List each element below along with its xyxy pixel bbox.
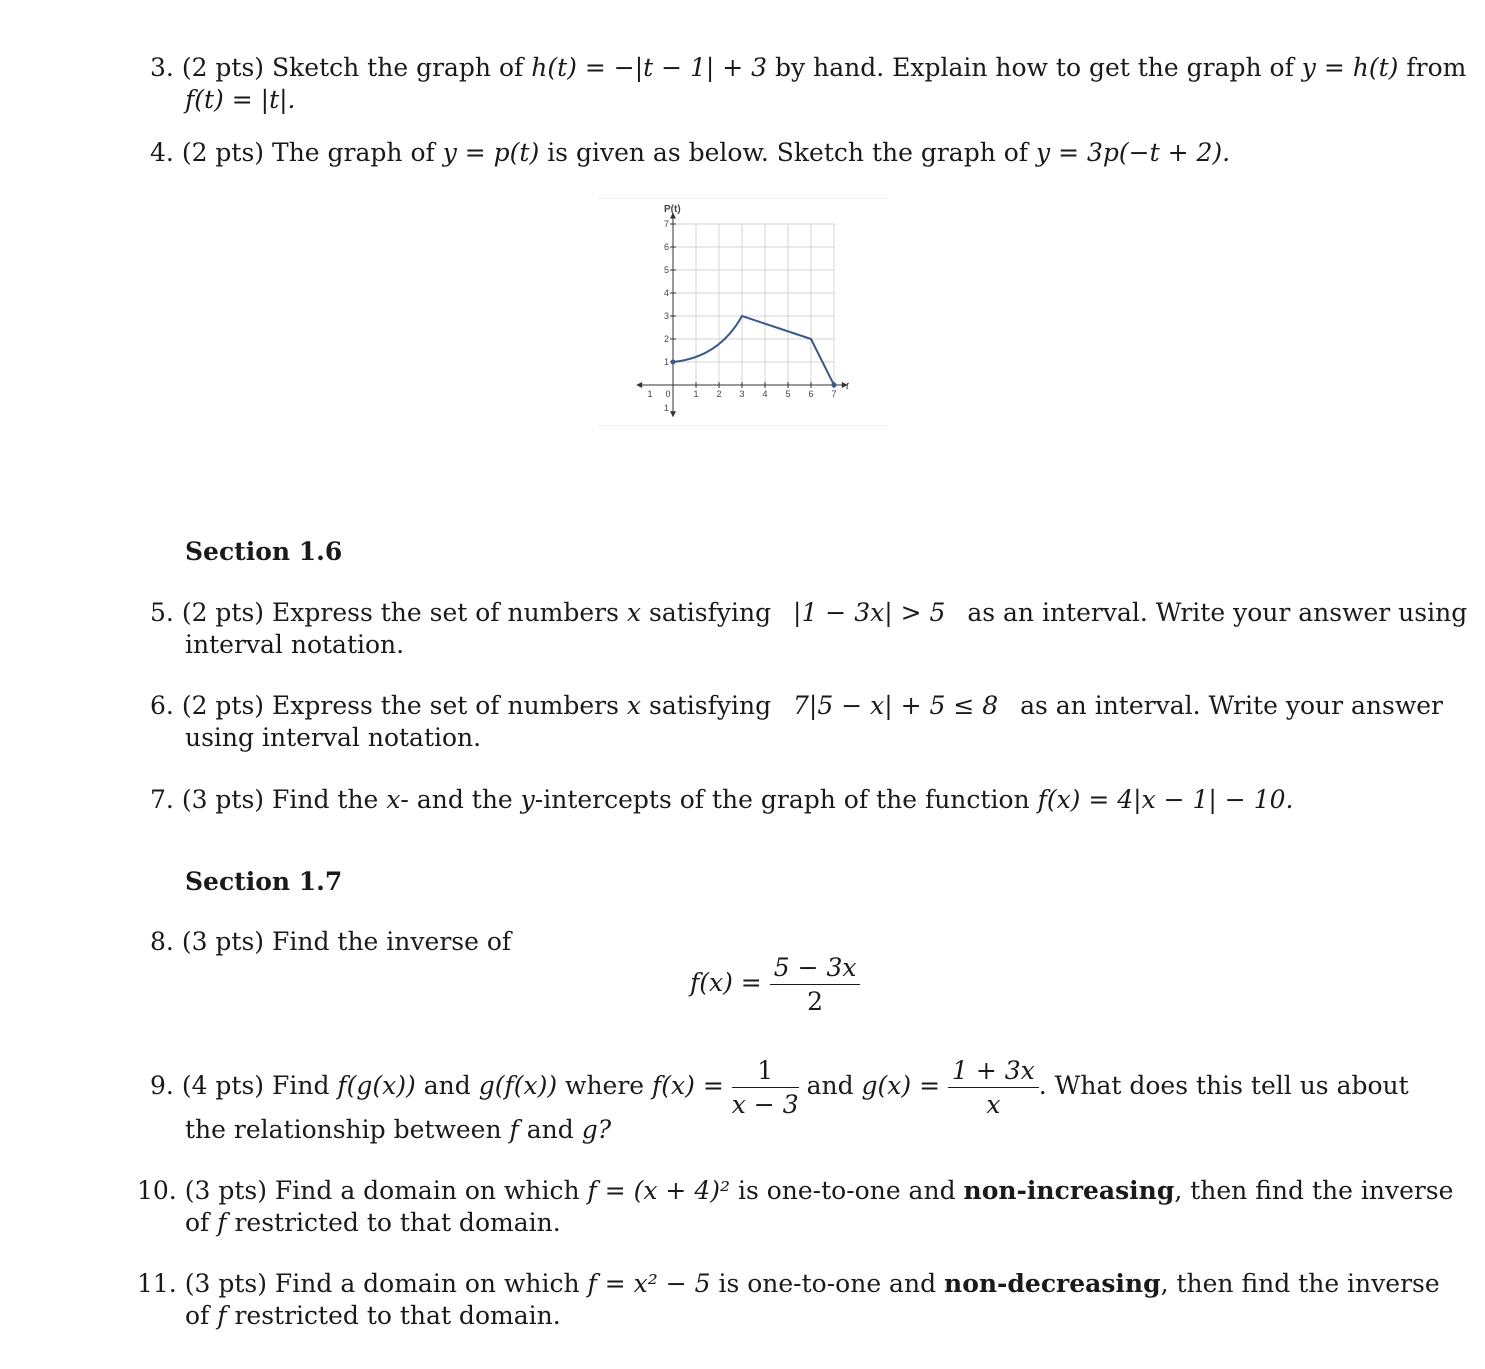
x-axis-label: t <box>846 381 849 392</box>
problem-9-line-2: the relationship between f and g? <box>185 1115 612 1144</box>
problem-number: 7. <box>150 785 174 814</box>
x-tick-label: 7 <box>831 389 837 399</box>
problem-points: (3 pts) <box>184 1269 267 1298</box>
problem-10-line-2: of f restricted to that domain. <box>185 1208 561 1237</box>
problem-11-line-1: 11. (3 pts) Find a domain on which f = x² − 5 is one-to-one and non-decreasing, then find the inverse <box>137 1269 1440 1298</box>
x-tick-label: 5 <box>785 389 791 399</box>
emphasis: non-decreasing <box>944 1269 1161 1298</box>
y-tick-label: 1 <box>663 357 669 367</box>
fraction-f: $\frac{1}{x - 3}$ <box>731 1056 799 1119</box>
fraction: $\frac{5 - 3x}{2}$ <box>770 955 861 1014</box>
math-function: f(x) = 4|x − 1| − 10. <box>1037 785 1294 814</box>
x-tick-label: 3 <box>739 389 745 399</box>
grid <box>673 224 834 385</box>
problem-points: (2 pts) <box>181 138 265 167</box>
math-transformed-function: y = 3p(−t + 2). <box>1036 138 1231 167</box>
x-tick-label: 2 <box>716 389 722 399</box>
graph-p-of-t <box>598 198 886 426</box>
y-tick-label: 4 <box>663 288 669 298</box>
problem-number: 3. <box>150 53 174 82</box>
y-tick-label: 7 <box>663 219 669 229</box>
problem-8-line-1: 8. (3 pts) Find the inverse of <box>150 927 512 956</box>
section-heading-1-7: Section 1.7 <box>185 867 343 896</box>
problem-points: (2 pts) <box>181 598 265 627</box>
problem-5-line-2: interval notation. <box>185 630 405 659</box>
y-axis-arrow-down <box>670 411 676 417</box>
data-line <box>673 316 834 385</box>
problem-number: 11. <box>137 1269 177 1298</box>
y-axis-label: P(t) <box>664 204 681 215</box>
math-function: f = x² − 5 <box>587 1269 711 1298</box>
problem-points: (3 pts) <box>184 1176 267 1205</box>
data-point-end <box>832 383 837 388</box>
y-tick-label: 2 <box>663 334 669 344</box>
y-tick-label: 6 <box>663 242 669 252</box>
math-function: f = (x + 4)² <box>587 1176 730 1205</box>
math-inequality: |1 − 3x| > 5 <box>793 598 946 627</box>
x-tick-label: 1 <box>647 389 653 399</box>
problem-number: 8. <box>150 927 174 956</box>
problem-3-line-2 <box>185 87 296 112</box>
problem-6-line-2: using interval notation. <box>185 723 482 752</box>
x-tick-label: 4 <box>762 389 768 399</box>
math-inequality: 7|5 − x| + 5 ≤ 8 <box>793 691 999 720</box>
y-tick-label: 3 <box>663 311 669 321</box>
problem-number: 9. <box>150 1071 174 1100</box>
problem-4-line-1: 4. (2 pts) The graph of y = p(t) is given as below. Sketch the graph of y = 3p(−t + 2). <box>150 138 1231 167</box>
problem-9-line-1: 9. (4 pts) Find f(g(x)) and g(f(x)) where f(x) = $\frac{1}{x - 3}$ and g(x) = $\frac{1 + 3x}{x}$ . What does this tell us about <box>150 1056 1409 1119</box>
problem-number: 4. <box>150 138 174 167</box>
problem-points: (4 pts) <box>181 1071 265 1100</box>
problem-number: 6. <box>150 691 174 720</box>
problem-8-equation: f(x) = $\frac{5 - 3x}{2}$ <box>690 955 860 1014</box>
problem-points: (2 pts) <box>181 53 265 82</box>
x-tick-label: 0 <box>665 389 671 399</box>
section-heading-1-6: Section 1.6 <box>185 537 343 566</box>
problem-points: (2 pts) <box>181 691 265 720</box>
problem-6-line-1: 6. (2 pts) Express the set of numbers x satisfying 7|5 − x| + 5 ≤ 8 as an interval. Write your answer <box>150 691 1443 720</box>
x-tick-label: 6 <box>808 389 814 399</box>
problem-5-line-1: 5. (2 pts) Express the set of numbers x satisfying |1 − 3x| > 5 as an interval. Write your answer using <box>150 598 1468 627</box>
problem-11-line-2: of f restricted to that domain. <box>185 1301 561 1330</box>
y-tick-label: 5 <box>663 265 669 275</box>
emphasis: non-increasing <box>963 1176 1175 1205</box>
data-points <box>671 360 837 388</box>
math-f-function: f(t) = |t|. <box>185 85 296 114</box>
y-tick-label: 1 <box>663 403 669 413</box>
x-tick-label: 1 <box>693 389 699 399</box>
math-h-function: h(t) = −|t − 1| + 3 <box>531 53 768 82</box>
data-point-start <box>671 360 676 365</box>
problem-number: 10. <box>137 1176 177 1205</box>
problem-10-line-1: 10. (3 pts) Find a domain on which f = (x + 4)² is one-to-one and non-increasing, then find the inverse <box>137 1176 1454 1205</box>
problem-7-line-1: 7. (3 pts) Find the x- and the y-intercepts of the graph of the function f(x) = 4|x − 1| − 10. <box>150 785 1294 814</box>
fraction-g: $\frac{1 + 3x}{x}$ <box>948 1058 1039 1117</box>
problem-3-line-1: 3. (2 pts) Sketch the graph of h(t) = −|t − 1| + 3 by hand. Explain how to get the graph of y = h(t) from <box>150 53 1467 82</box>
problem-points: (3 pts) <box>181 927 265 956</box>
problem-number: 5. <box>150 598 174 627</box>
problem-points: (3 pts) <box>181 785 265 814</box>
x-axis-arrow-left <box>636 382 642 388</box>
